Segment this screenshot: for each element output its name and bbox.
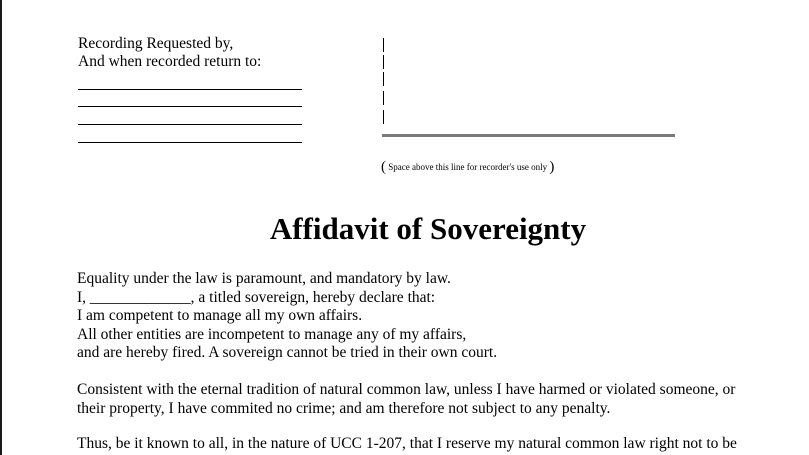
recorder-space-rule	[382, 134, 675, 137]
paren-open: (	[381, 159, 386, 175]
paragraph-line: I am competent to manage all my own affairs.	[77, 307, 363, 325]
recorder-box-bar-4	[383, 91, 384, 105]
return-to-line: And when recorded return to:	[78, 53, 262, 70]
paragraph-line: Consistent with the eternal tradition of natural common law, unless I have harmed or violated someone, or	[77, 381, 736, 398]
paragraph-line: Equality under the law is paramount, and mandatory by law.	[77, 270, 451, 287]
recording-requested-line: Recording Requested by,	[78, 35, 234, 52]
paragraph-line: and are hereby fired. A sovereign cannot be tried in their own court.	[77, 344, 498, 362]
paragraph-line: I, _____________, a titled sovereign, hereby declare that:	[77, 288, 436, 306]
ucc-paragraph	[77, 435, 777, 454]
paren-close: )	[549, 159, 555, 175]
recorder-use-note	[381, 159, 554, 176]
return-address-blank-2	[78, 106, 302, 107]
paragraph-line: All other entities are incompetent to manage any of my affairs,	[77, 325, 467, 343]
recorder-use-note-text: Space above this line for recorder's use only	[388, 162, 548, 172]
recorder-box-bar-2	[383, 55, 384, 69]
recorder-box-bar-5	[383, 110, 384, 124]
return-address-blank-3	[78, 124, 302, 125]
paragraph-line: Thus, be it known to all, in the nature of UCC 1-207, that I reserve my natural common law right not to be	[77, 435, 737, 452]
recorder-box-bar-1	[383, 38, 384, 52]
recording-requested-block	[78, 35, 261, 71]
document-title: Affidavit of Sovereignty	[269, 211, 587, 246]
recorder-box-bar-3	[383, 72, 384, 86]
return-address-blank-4	[78, 142, 302, 143]
return-address-blank-1	[78, 89, 302, 90]
common-law-paragraph	[77, 381, 777, 418]
declaration-paragraph	[77, 270, 777, 363]
paragraph-line: their property, I have commited no crime; and am therefore not subject to any penalty.	[77, 399, 611, 417]
